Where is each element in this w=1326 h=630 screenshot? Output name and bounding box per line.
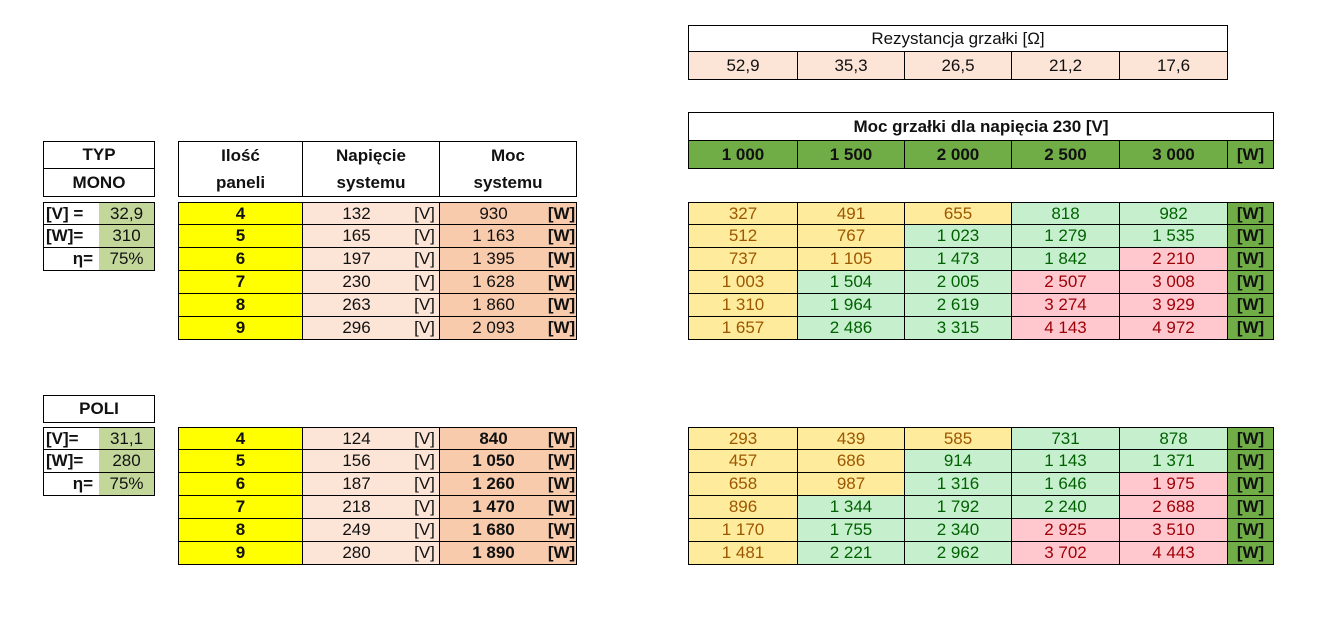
voltage-unit: [V]: [410, 248, 440, 271]
system-voltage: 156: [303, 450, 410, 473]
system-voltage: 165: [303, 225, 410, 248]
heater-power-cell: 457: [688, 450, 798, 473]
poli-param-value: 31,1: [99, 427, 155, 450]
power-unit: [W]: [547, 271, 577, 294]
heater-power-cell: 2 340: [905, 519, 1012, 542]
heater-power-cell: 439: [798, 427, 905, 450]
system-power: 1 260: [440, 473, 547, 496]
heater-power-cell: 2 688: [1120, 496, 1228, 519]
heater-power-cell: 1 279: [1012, 225, 1120, 248]
heater-power-cell: 737: [688, 248, 798, 271]
system-power: 1 628: [440, 271, 547, 294]
heater-power-cell: 1 964: [798, 294, 905, 317]
heater-power-cell: 987: [798, 473, 905, 496]
row-unit: [W]: [1228, 271, 1274, 294]
power-unit: [W]: [547, 317, 577, 340]
resistance-value: 21,2: [1012, 52, 1120, 80]
system-power: 840: [440, 427, 547, 450]
heater-power-cell: 293: [688, 427, 798, 450]
resistance-value: 26,5: [905, 52, 1012, 80]
voltage-unit: [V]: [410, 225, 440, 248]
power-header-unit: [W]: [1228, 141, 1274, 169]
system-voltage: 218: [303, 496, 410, 519]
voltage-unit: [V]: [410, 496, 440, 519]
moc-systemu-header: systemu: [440, 169, 577, 197]
row-unit: [W]: [1228, 450, 1274, 473]
voltage-unit: [V]: [410, 450, 440, 473]
heater-power-cell: 2 925: [1012, 519, 1120, 542]
heater-power-cell: 1 310: [688, 294, 798, 317]
poli-param-label: [W]=: [43, 450, 99, 473]
power-unit: [W]: [547, 450, 577, 473]
poli-param-label: [V]=: [43, 427, 99, 450]
system-power: 1 395: [440, 248, 547, 271]
system-voltage: 197: [303, 248, 410, 271]
mono-param-label: η=: [43, 248, 99, 271]
heater-power-cell: 982: [1120, 202, 1228, 225]
heater-power-cell: 3 702: [1012, 542, 1120, 565]
poli-label: POLI: [43, 395, 155, 423]
row-unit: [W]: [1228, 519, 1274, 542]
system-power: 2 093: [440, 317, 547, 340]
heater-power-cell: 655: [905, 202, 1012, 225]
poli-param-value: 280: [99, 450, 155, 473]
typ-header: TYP: [43, 141, 155, 169]
heater-power-cell: 512: [688, 225, 798, 248]
power-header-value: 1 500: [798, 141, 905, 169]
paneli-header: paneli: [178, 169, 303, 197]
panel-count: 8: [178, 519, 303, 542]
system-power: 1 680: [440, 519, 547, 542]
heater-power-cell: 767: [798, 225, 905, 248]
system-power: 1 470: [440, 496, 547, 519]
voltage-unit: [V]: [410, 271, 440, 294]
heater-power-cell: 1 481: [688, 542, 798, 565]
row-unit: [W]: [1228, 427, 1274, 450]
system-voltage: 132: [303, 202, 410, 225]
heater-power-cell: 731: [1012, 427, 1120, 450]
heater-power-cell: 1 657: [688, 317, 798, 340]
heater-power-cell: 686: [798, 450, 905, 473]
power-unit: [W]: [547, 519, 577, 542]
mono-param-value: 75%: [99, 248, 155, 271]
heater-power-cell: 1 975: [1120, 473, 1228, 496]
system-power: 930: [440, 202, 547, 225]
heater-power-cell: 1 473: [905, 248, 1012, 271]
heater-power-cell: 878: [1120, 427, 1228, 450]
voltage-unit: [V]: [410, 473, 440, 496]
system-voltage: 280: [303, 542, 410, 565]
heater-power-cell: 4 972: [1120, 317, 1228, 340]
row-unit: [W]: [1228, 248, 1274, 271]
resistance-value: 17,6: [1120, 52, 1228, 80]
panel-count: 6: [178, 248, 303, 271]
resistance-value: 52,9: [688, 52, 798, 80]
power-header-value: 3 000: [1120, 141, 1228, 169]
system-voltage: 296: [303, 317, 410, 340]
poli-param-value: 75%: [99, 473, 155, 496]
mono-param-label: [W]=: [43, 225, 99, 248]
heater-power-cell: 3 315: [905, 317, 1012, 340]
panel-count: 4: [178, 202, 303, 225]
resistance-value: 35,3: [798, 52, 905, 80]
resistance-title: Rezystancja grzałki [Ω]: [688, 25, 1228, 52]
heater-power-cell: 2 005: [905, 271, 1012, 294]
panel-count: 5: [178, 225, 303, 248]
heater-power-cell: 914: [905, 450, 1012, 473]
system-voltage: 263: [303, 294, 410, 317]
system-power: 1 163: [440, 225, 547, 248]
system-voltage: 230: [303, 271, 410, 294]
power-unit: [W]: [547, 294, 577, 317]
heater-power-cell: 3 929: [1120, 294, 1228, 317]
heater-power-cell: 2 210: [1120, 248, 1228, 271]
heater-power-cell: 3 008: [1120, 271, 1228, 294]
row-unit: [W]: [1228, 496, 1274, 519]
system-power: 1 860: [440, 294, 547, 317]
power-header-value: 2 000: [905, 141, 1012, 169]
heater-power-cell: 327: [688, 202, 798, 225]
system-voltage: 187: [303, 473, 410, 496]
heater-power-cell: 1 755: [798, 519, 905, 542]
moc-header: Moc: [440, 141, 577, 169]
row-unit: [W]: [1228, 294, 1274, 317]
power-unit: [W]: [547, 202, 577, 225]
row-unit: [W]: [1228, 225, 1274, 248]
power-unit: [W]: [547, 496, 577, 519]
heater-power-cell: 2 962: [905, 542, 1012, 565]
panel-count: 4: [178, 427, 303, 450]
heater-power-cell: 1 646: [1012, 473, 1120, 496]
power-unit: [W]: [547, 225, 577, 248]
heater-power-cell: 585: [905, 427, 1012, 450]
heater-power-cell: 1 371: [1120, 450, 1228, 473]
heater-power-cell: 1 842: [1012, 248, 1120, 271]
heater-power-cell: 1 344: [798, 496, 905, 519]
heater-power-cell: 2 221: [798, 542, 905, 565]
panel-count: 8: [178, 294, 303, 317]
ilosc-header: Ilość: [178, 141, 303, 169]
mono-param-value: 310: [99, 225, 155, 248]
heater-power-cell: 1 105: [798, 248, 905, 271]
heater-power-cell: 2 619: [905, 294, 1012, 317]
heater-power-cell: 3 510: [1120, 519, 1228, 542]
system-power: 1 050: [440, 450, 547, 473]
heater-power-cell: 658: [688, 473, 798, 496]
row-unit: [W]: [1228, 317, 1274, 340]
heater-power-cell: 1 316: [905, 473, 1012, 496]
voltage-unit: [V]: [410, 542, 440, 565]
voltage-unit: [V]: [410, 427, 440, 450]
heater-power-cell: 491: [798, 202, 905, 225]
heater-power-cell: 4 143: [1012, 317, 1120, 340]
row-unit: [W]: [1228, 542, 1274, 565]
panel-count: 9: [178, 542, 303, 565]
heater-power-cell: 1 170: [688, 519, 798, 542]
heater-power-cell: 896: [688, 496, 798, 519]
mono-param-value: 32,9: [99, 202, 155, 225]
heater-power-cell: 2 507: [1012, 271, 1120, 294]
heater-power-cell: 3 274: [1012, 294, 1120, 317]
heater-power-cell: 4 443: [1120, 542, 1228, 565]
heater-power-cell: 1 792: [905, 496, 1012, 519]
power-unit: [W]: [547, 542, 577, 565]
voltage-unit: [V]: [410, 519, 440, 542]
voltage-unit: [V]: [410, 294, 440, 317]
power-header-title: Moc grzałki dla napięcia 230 [V]: [688, 112, 1274, 141]
napiecie-header: Napięcie: [303, 141, 440, 169]
system-power: 1 890: [440, 542, 547, 565]
heater-power-cell: 1 003: [688, 271, 798, 294]
heater-power-cell: 2 240: [1012, 496, 1120, 519]
heater-power-cell: 2 486: [798, 317, 905, 340]
panel-count: 7: [178, 271, 303, 294]
voltage-unit: [V]: [410, 202, 440, 225]
power-header-value: 2 500: [1012, 141, 1120, 169]
poli-param-label: η=: [43, 473, 99, 496]
row-unit: [W]: [1228, 202, 1274, 225]
panel-count: 9: [178, 317, 303, 340]
voltage-unit: [V]: [410, 317, 440, 340]
system-voltage: 249: [303, 519, 410, 542]
row-unit: [W]: [1228, 473, 1274, 496]
heater-power-cell: 818: [1012, 202, 1120, 225]
panel-count: 6: [178, 473, 303, 496]
mono-param-label: [V] =: [43, 202, 99, 225]
mono-label: MONO: [43, 169, 155, 197]
power-unit: [W]: [547, 473, 577, 496]
panel-count: 7: [178, 496, 303, 519]
systemu-header: systemu: [303, 169, 440, 197]
heater-power-cell: 1 535: [1120, 225, 1228, 248]
power-unit: [W]: [547, 248, 577, 271]
system-voltage: 124: [303, 427, 410, 450]
heater-power-cell: 1 023: [905, 225, 1012, 248]
power-unit: [W]: [547, 427, 577, 450]
panel-count: 5: [178, 450, 303, 473]
power-header-value: 1 000: [688, 141, 798, 169]
heater-power-cell: 1 504: [798, 271, 905, 294]
heater-power-cell: 1 143: [1012, 450, 1120, 473]
